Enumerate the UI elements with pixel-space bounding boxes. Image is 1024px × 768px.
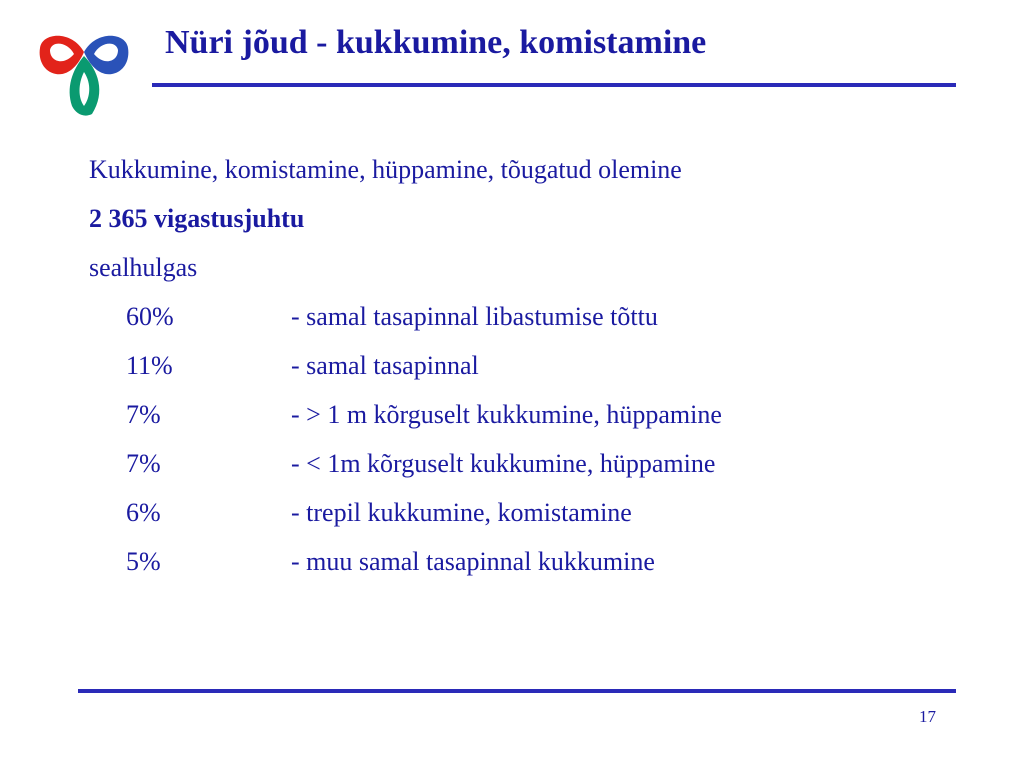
list-item	[89, 439, 716, 488]
slide-body	[89, 145, 722, 586]
list-item	[89, 292, 682, 341]
item-description: - samal tasapinnal	[291, 351, 479, 380]
list-item	[89, 488, 682, 537]
page-number: 17	[919, 707, 936, 726]
list-item	[89, 341, 682, 390]
injury-count: 2 365 vigastusjuhtu	[89, 204, 305, 233]
item-percent: 11%	[126, 351, 173, 380]
intro-text: Kukkumine, komistamine, hüppamine, tõugatud olemine	[89, 155, 682, 184]
item-percent: 7%	[126, 400, 161, 429]
footer-divider	[78, 689, 956, 693]
title-divider	[152, 83, 956, 87]
item-description: - samal tasapinnal libastumise tõttu	[291, 302, 658, 331]
item-percent: 7%	[126, 449, 161, 478]
item-percent: 60%	[126, 302, 174, 331]
item-percent: 6%	[126, 498, 161, 527]
item-description: - muu samal tasapinnal kukkumine	[291, 547, 655, 576]
list-item	[89, 537, 682, 586]
item-percent: 5%	[126, 547, 161, 576]
including-label: sealhulgas	[89, 253, 198, 282]
item-description: - > 1 m kõrguselt kukkumine, hüppamine	[291, 400, 722, 429]
item-description: - < 1m kõrguselt kukkumine, hüppamine	[291, 449, 716, 478]
item-description: - trepil kukkumine, komistamine	[291, 498, 632, 527]
page-title: Nüri jõud - kukkumine, komistamine	[165, 24, 707, 61]
list-item	[89, 390, 722, 439]
logo-icon	[34, 26, 134, 118]
